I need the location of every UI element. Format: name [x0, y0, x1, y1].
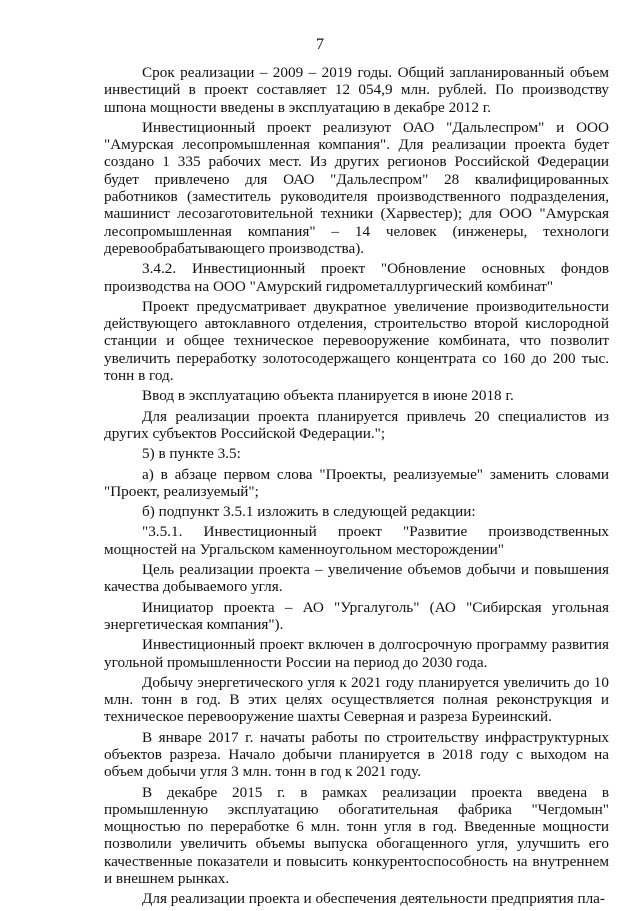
paragraph: Инвестиционный проект реализуют ОАО "Дальлеспром" и ООО "Амурская лесопромышленная компания". Для реализации проекта будет создано 1 335 рабочих мест. Из других регионов Российской Федерации будет привлечено для ОАО "Дальлеспром" 28 квалифицированных работников (заместитель руководителя производственного подразделения, машинист лесозаготовительной техники (Харвестер); для ООО "Амурская лесопромышленная компания" – 14 человек (инженеры, технологи деревообрабатывающего производства). [104, 118, 609, 257]
paragraph: а) в абзаце первом слова "Проекты, реализуемые" заменить словами "Проект, реализуемый"; [104, 465, 609, 500]
paragraph: Ввод в эксплуатацию объекта планируется в июне 2018 г. [142, 387, 514, 405]
document-body [104, 64, 609, 911]
paragraph: Проект предусматривает двукратное увеличение производительности действующего автоклавного отделения, строительство второй кислородной станции и общее техническое перевооружение комбината, что позволит увеличить переработку золотосодержащего концентрата со 160 до 200 тыс. тонн в год. [104, 297, 609, 385]
paragraph: Срок реализации – 2009 – 2019 годы. Общий запланированный объем инвестиций в проект составляет 12 054,9 млн. рублей. По производству шпона мощности введены в эксплуатацию в декабре 2012 г. [104, 64, 609, 116]
paragraph: Инициатор проекта – АО "Ургалуголь" (АО "Сибирская угольная энергетическая компания"). [104, 598, 609, 633]
paragraph: б) подпункт 3.5.1 изложить в следующей редакции: [142, 503, 476, 521]
paragraph: Добычу энергетического угля к 2021 году планируется увеличить до 10 млн. тонн в год. В этих целях осуществляется полная реконструкция и техническое перевооружение шахты Северная и разреза Буреинский. [104, 673, 609, 726]
section-heading: "3.5.1. Инвестиционный проект "Развитие производственных мощностей на Ургальском каменноугольном месторождении" [104, 523, 609, 558]
paragraph: В декабре 2015 г. в рамках реализации проекта введена в промышленную эксплуатацию обогатительная фабрика "Чегдомын" мощностью по переработке 6 млн. тонн угля в год. Введенные мощности позволили увеличить объемы выпуска обогащенного угля, улучшить его качественные показатели и повысить конкурентоспособность на внутреннем и внешнем рынках. [104, 783, 609, 888]
page-number: 7 [316, 36, 324, 53]
paragraph: Инвестиционный проект включен в долгосрочную программу развития угольной промышленности России на период до 2030 года. [104, 636, 609, 671]
section-heading: 3.4.2. Инвестиционный проект "Обновление основных фондов производства на ООО "Амурский гидрометаллургический комбинат" [104, 260, 609, 295]
paragraph: В январе 2017 г. начаты работы по строительству инфраструктурных объектов разреза. Начало добычи планируется в 2018 году с выходом на объем добычи угля 3 млн. тонн в год к 2021 году. [104, 728, 609, 781]
paragraph: Цель реализации проекта – увеличение объемов добычи и повышения качества добываемого угля. [104, 561, 609, 596]
paragraph: Для реализации проекта и обеспечения деятельности предприятия пла- [142, 890, 605, 908]
paragraph: Для реализации проекта планируется привлечь 20 специалистов из других субъектов Российской Федерации."; [104, 407, 609, 442]
paragraph: 5) в пункте 3.5: [142, 445, 241, 463]
